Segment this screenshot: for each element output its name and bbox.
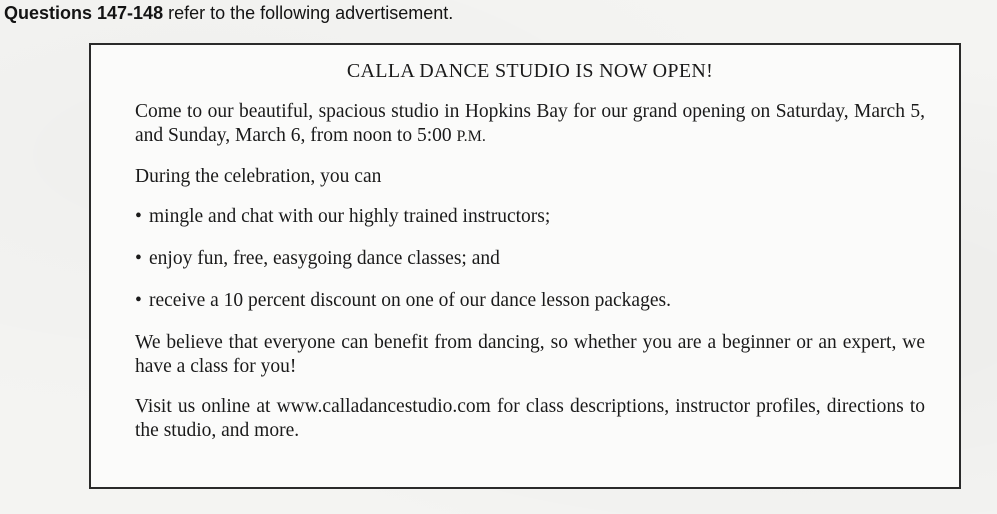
list-item xyxy=(135,289,925,313)
list-item xyxy=(135,205,925,229)
list-item-text: enjoy fun, free, easygoing dance classes; and xyxy=(149,248,500,269)
bullet-icon: • xyxy=(135,248,142,269)
advertisement-content xyxy=(135,59,925,443)
belief-paragraph: We believe that everyone can benefit from dancing, so whether you are a beginner or an expert, we have a class for you! xyxy=(135,332,925,377)
advertisement-title: CALLA DANCE STUDIO IS NOW OPEN! xyxy=(346,60,714,82)
intro-time-suffix: P.M. xyxy=(456,128,486,145)
intro-text: Come to our beautiful, spacious studio in Hopkins Bay for our grand opening on Saturday, March 5, and Sunday, March 6, from noon to 5:00 xyxy=(135,101,925,146)
advertisement-box xyxy=(89,43,961,489)
lead-in-text: During the celebration, you can xyxy=(135,166,382,187)
list-item-text: mingle and chat with our highly trained instructors; xyxy=(149,206,551,227)
benefits-list xyxy=(135,205,925,313)
list-item-text: receive a 10 percent discount on one of our dance lesson packages. xyxy=(149,290,671,311)
bullet-icon: • xyxy=(135,206,142,227)
intro-paragraph xyxy=(135,100,925,149)
bullet-icon: • xyxy=(135,290,142,311)
question-number: Questions 147-148 xyxy=(4,3,164,23)
visit-paragraph: Visit us online at www.calladancestudio.com for class descriptions, instructor profiles, directions to the studio, and more. xyxy=(135,396,925,441)
question-instruction: refer to the following advertisement. xyxy=(163,3,454,23)
question-header xyxy=(4,3,453,24)
list-item xyxy=(135,247,925,271)
